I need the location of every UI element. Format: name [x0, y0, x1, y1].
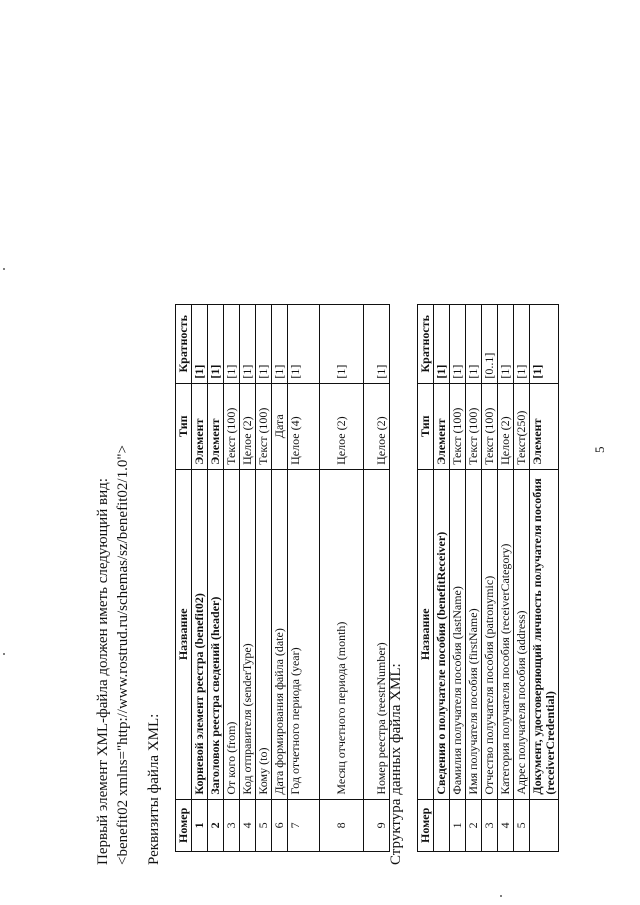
table-row — [498, 305, 514, 852]
cell-type: Целое (2) — [498, 383, 514, 469]
table-row — [288, 305, 320, 852]
cell-name: Сведения о получателе пособия (benefitReceiver) — [434, 469, 450, 799]
table-row — [208, 305, 224, 852]
table-row — [514, 305, 530, 852]
table-row — [240, 305, 256, 852]
cell-number: 3 — [224, 799, 240, 851]
cell-number: 5 — [256, 799, 272, 851]
table-row — [256, 305, 272, 852]
cell-number: 2 — [208, 799, 224, 851]
cell-type: Целое (2) — [320, 383, 364, 469]
table-row — [482, 305, 498, 852]
cell-multiplicity: [1] — [272, 305, 288, 384]
cell-name: Фамилия получателя пособия (lastName) — [450, 469, 466, 799]
cell-name: Дата формирования файла (date) — [272, 469, 288, 799]
cell-multiplicity: [1] — [320, 305, 364, 384]
header-type: Тип — [176, 383, 192, 469]
cell-type: Текст (100) — [256, 383, 272, 469]
table-row — [364, 305, 390, 852]
cell-type: Текст(250) — [514, 383, 530, 469]
cell-multiplicity: [1] — [256, 305, 272, 384]
cell-number: 9 — [364, 799, 390, 851]
cell-multiplicity: [1] — [224, 305, 240, 384]
cell-number: 1 — [450, 799, 466, 851]
table-row — [434, 305, 450, 852]
table-header-row — [176, 305, 192, 852]
cell-name: Категория получателя пособия (receiverCategory) — [498, 469, 514, 799]
cell-multiplicity: [1] — [498, 305, 514, 384]
table-row — [320, 305, 364, 852]
header-type: Тип — [418, 383, 434, 469]
cell-type: Текст (100) — [466, 383, 482, 469]
cell-multiplicity: [1] — [450, 305, 466, 384]
requisites-heading: Реквизиты файла XML: — [146, 713, 162, 865]
cell-number: 8 — [320, 799, 364, 851]
cell-name: Номер реестра (reestrNumber) — [364, 469, 390, 799]
header-name: Название — [418, 469, 434, 799]
cell-number: 6 — [272, 799, 288, 851]
cell-number: 7 — [288, 799, 320, 851]
header-number: Номер — [418, 799, 434, 851]
cell-number — [434, 799, 450, 851]
cell-type: Элемент — [434, 383, 450, 469]
cell-name: Месяц отчетного периода (month) — [320, 469, 364, 799]
cell-number — [530, 799, 559, 851]
table-row — [466, 305, 482, 852]
cell-number: 3 — [482, 799, 498, 851]
cell-type: Целое (2) — [364, 383, 390, 469]
cell-name: Документ, удостоверяющий личность получателя пособия (receiverCredential) — [530, 469, 559, 799]
cell-type: Целое (4) — [288, 383, 320, 469]
cell-name: Кому (to) — [256, 469, 272, 799]
cell-multiplicity: [1] — [240, 305, 256, 384]
cell-type: Текст (100) — [482, 383, 498, 469]
page-number: 5 — [592, 446, 607, 453]
cell-type: Элемент — [530, 383, 559, 469]
cell-type: Целое (2) — [240, 383, 256, 469]
table-header-row — [418, 305, 434, 852]
cell-number: 4 — [498, 799, 514, 851]
cell-number: 4 — [240, 799, 256, 851]
header-multiplicity: Кратность — [176, 305, 192, 384]
table-row — [192, 305, 208, 852]
table-row — [530, 305, 559, 852]
cell-multiplicity: [1] — [288, 305, 320, 384]
requisites-table — [175, 304, 390, 852]
cell-multiplicity: [1] — [514, 305, 530, 384]
header-name: Название — [176, 469, 192, 799]
intro-line-2: <benefit02 xmlns="http://www.rostrud.ru/schemas/sz/benefit02/1.0"> — [115, 445, 131, 865]
cell-type: Текст (100) — [224, 383, 240, 469]
cell-multiplicity: [1] — [530, 305, 559, 384]
structure-table — [417, 304, 559, 852]
cell-multiplicity: [1] — [364, 305, 390, 384]
intro-line-1: Первый элемент XML-файла должен иметь следующий вид: — [95, 478, 111, 865]
table-row — [224, 305, 240, 852]
header-number: Номер — [176, 799, 192, 851]
cell-name: Имя получателя пособия (firstName) — [466, 469, 482, 799]
cell-number: 2 — [466, 799, 482, 851]
cell-name: Отчество получателя пособия (patronymic) — [482, 469, 498, 799]
cell-multiplicity: [0..1] — [482, 305, 498, 384]
cell-multiplicity: [1] — [208, 305, 224, 384]
scan-speck — [500, 895, 502, 897]
cell-number: 5 — [514, 799, 530, 851]
cell-type: Текст (100) — [450, 383, 466, 469]
header-multiplicity: Кратность — [418, 305, 434, 384]
cell-multiplicity: [1] — [466, 305, 482, 384]
cell-name: Год отчетного периода (year) — [288, 469, 320, 799]
cell-multiplicity: [1] — [434, 305, 450, 384]
scan-speck — [3, 653, 5, 655]
cell-number: 1 — [192, 799, 208, 851]
cell-name: Адрес получателя пособия (address) — [514, 469, 530, 799]
cell-type: Элемент — [208, 383, 224, 469]
cell-name: Корневой элемент реестра (benefit02) — [192, 469, 208, 799]
cell-type: Дата — [272, 383, 288, 469]
structure-heading: Структура данных файла XML: — [388, 663, 404, 865]
cell-name: От кого (from) — [224, 469, 240, 799]
cell-type: Элемент — [192, 383, 208, 469]
scan-speck — [3, 268, 5, 270]
cell-name: Код отправителя (senderType) — [240, 469, 256, 799]
table-row — [450, 305, 466, 852]
cell-name: Заголовок реестра сведений (header) — [208, 469, 224, 799]
table-row — [272, 305, 288, 852]
cell-multiplicity: [1] — [192, 305, 208, 384]
